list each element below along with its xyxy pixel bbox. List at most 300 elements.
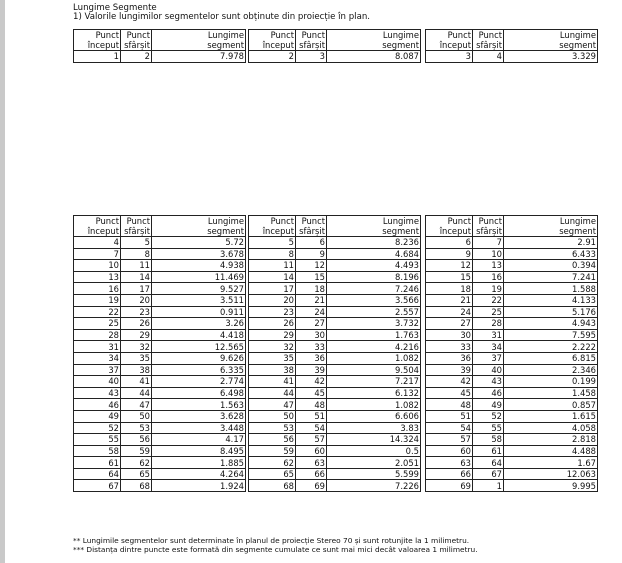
table-row <box>426 410 598 422</box>
header-end-line2: sfârșit <box>476 40 502 50</box>
header-length-line1: Lungime <box>559 216 596 226</box>
header-end-line1: Punct <box>478 216 502 226</box>
table-row <box>426 283 598 295</box>
start-point-cell: 50 <box>249 410 296 422</box>
header-start <box>249 216 296 237</box>
header-length-line1: Lungime <box>382 30 419 40</box>
header-start <box>74 30 121 51</box>
segment-length-cell: 8.495 <box>152 445 246 457</box>
start-point-cell: 20 <box>249 294 296 306</box>
start-point-cell: 24 <box>426 306 473 318</box>
segment-length-cell: 1.885 <box>152 457 246 469</box>
table-header-row <box>249 30 421 51</box>
page-title: Lungime Segmente <box>73 3 157 13</box>
end-point-cell: 52 <box>473 410 504 422</box>
segment-length-cell: 5.72 <box>152 237 246 249</box>
segment-length-cell: 3.566 <box>327 294 421 306</box>
start-point-cell: 33 <box>426 341 473 353</box>
end-point-cell: 47 <box>121 399 152 411</box>
start-point-cell: 48 <box>426 399 473 411</box>
end-point-cell: 56 <box>121 434 152 446</box>
start-point-cell: 41 <box>249 376 296 388</box>
start-point-cell: 3 <box>426 51 473 63</box>
start-point-cell: 11 <box>249 260 296 272</box>
segment-length-cell: 12.063 <box>504 468 598 480</box>
segment-length-cell: 4.684 <box>327 248 421 260</box>
end-point-cell: 15 <box>296 271 327 283</box>
segment-length-cell: 4.17 <box>152 434 246 446</box>
segment-length-cell: 4.418 <box>152 329 246 341</box>
table-row <box>249 352 421 364</box>
table-row <box>426 260 598 272</box>
table-row <box>74 329 246 341</box>
end-point-cell: 41 <box>121 376 152 388</box>
segment-length-cell: 0.5 <box>327 445 421 457</box>
end-point-cell: 50 <box>121 410 152 422</box>
segment-length-cell: 1.458 <box>504 387 598 399</box>
table-row <box>426 387 598 399</box>
start-point-cell: 59 <box>249 445 296 457</box>
segment-length-cell: 3.732 <box>327 318 421 330</box>
start-point-cell: 68 <box>249 480 296 492</box>
segment-length-cell: 9.504 <box>327 364 421 376</box>
segment-length-cell: 4.216 <box>327 341 421 353</box>
header-start-line2: început <box>439 226 471 236</box>
header-end <box>121 216 152 237</box>
start-point-cell: 64 <box>74 468 121 480</box>
start-point-cell: 25 <box>74 318 121 330</box>
end-point-cell: 34 <box>473 341 504 353</box>
header-end-line1: Punct <box>126 216 150 226</box>
segment-length-cell: 4.133 <box>504 294 598 306</box>
segment-length-cell: 1.924 <box>152 480 246 492</box>
header-start-line1: Punct <box>270 30 294 40</box>
table-row <box>249 422 421 434</box>
end-point-cell: 40 <box>473 364 504 376</box>
header-start-line2: început <box>87 226 119 236</box>
table-row <box>426 376 598 388</box>
start-point-cell: 19 <box>74 294 121 306</box>
end-point-cell: 39 <box>296 364 327 376</box>
table-row <box>74 271 246 283</box>
end-point-cell: 27 <box>296 318 327 330</box>
start-point-cell: 5 <box>249 237 296 249</box>
table-row <box>74 399 246 411</box>
header-end-line1: Punct <box>301 30 325 40</box>
start-point-cell: 51 <box>426 410 473 422</box>
segment-length-cell: 2.557 <box>327 306 421 318</box>
start-point-cell: 37 <box>74 364 121 376</box>
header-start-line2: început <box>439 40 471 50</box>
end-point-cell: 25 <box>473 306 504 318</box>
start-point-cell: 22 <box>74 306 121 318</box>
header-length-line2: segment <box>559 40 596 50</box>
start-point-cell: 27 <box>426 318 473 330</box>
end-point-cell: 64 <box>473 457 504 469</box>
segment-length-cell: 8.087 <box>327 51 421 63</box>
table-row <box>74 410 246 422</box>
end-point-cell: 38 <box>121 364 152 376</box>
table-row <box>249 445 421 457</box>
segment-length-cell: 3.26 <box>152 318 246 330</box>
table-row <box>249 271 421 283</box>
table-row <box>74 260 246 272</box>
table-row <box>74 237 246 249</box>
header-start-line2: început <box>87 40 119 50</box>
end-point-cell: 14 <box>121 271 152 283</box>
start-point-cell: 42 <box>426 376 473 388</box>
table-header-row <box>426 216 598 237</box>
segment-length-cell: 4.493 <box>327 260 421 272</box>
main-segment-table <box>73 215 246 492</box>
end-point-cell: 28 <box>473 318 504 330</box>
start-point-cell: 17 <box>249 283 296 295</box>
segment-length-cell: 4.943 <box>504 318 598 330</box>
segment-length-cell: 2.051 <box>327 457 421 469</box>
page-subtitle: 1) Valorile lungimilor segmentelor sunt obținute din proiecție în plan. <box>73 12 371 22</box>
table-row <box>74 341 246 353</box>
start-point-cell: 61 <box>74 457 121 469</box>
end-point-cell: 49 <box>473 399 504 411</box>
start-point-cell: 31 <box>74 341 121 353</box>
segment-length-cell: 8.236 <box>327 237 421 249</box>
end-point-cell: 36 <box>296 352 327 364</box>
table-row <box>249 51 421 63</box>
end-point-cell: 11 <box>121 260 152 272</box>
table-row <box>426 237 598 249</box>
top-segment-table <box>248 29 421 63</box>
end-point-cell: 6 <box>296 237 327 249</box>
segment-length-cell: 2.774 <box>152 376 246 388</box>
segment-length-cell: 4.058 <box>504 422 598 434</box>
end-point-cell: 20 <box>121 294 152 306</box>
segment-length-cell: 1.082 <box>327 352 421 364</box>
header-end <box>473 30 504 51</box>
start-point-cell: 14 <box>249 271 296 283</box>
main-segment-table <box>248 215 421 492</box>
segment-length-cell: 0.394 <box>504 260 598 272</box>
start-point-cell: 15 <box>426 271 473 283</box>
segment-length-cell: 3.628 <box>152 410 246 422</box>
end-point-cell: 21 <box>296 294 327 306</box>
end-point-cell: 24 <box>296 306 327 318</box>
end-point-cell: 13 <box>473 260 504 272</box>
table-row <box>426 341 598 353</box>
header-length <box>152 216 246 237</box>
header-length-line2: segment <box>382 40 419 50</box>
segment-length-cell: 1.082 <box>327 399 421 411</box>
header-start <box>426 30 473 51</box>
segment-length-cell: 3.329 <box>504 51 598 63</box>
table-row <box>74 294 246 306</box>
segment-length-cell: 6.335 <box>152 364 246 376</box>
segment-length-cell: 3.678 <box>152 248 246 260</box>
segment-length-cell: 3.511 <box>152 294 246 306</box>
segment-length-cell: 1.763 <box>327 329 421 341</box>
header-end <box>473 216 504 237</box>
segment-length-cell: 9.626 <box>152 352 246 364</box>
header-length <box>152 30 246 51</box>
end-point-cell: 16 <box>473 271 504 283</box>
end-point-cell: 57 <box>296 434 327 446</box>
segment-length-cell: 12.565 <box>152 341 246 353</box>
end-point-cell: 31 <box>473 329 504 341</box>
segment-length-cell: 3.448 <box>152 422 246 434</box>
segment-length-cell: 4.264 <box>152 468 246 480</box>
table-row <box>74 434 246 446</box>
end-point-cell: 17 <box>121 283 152 295</box>
end-point-cell: 68 <box>121 480 152 492</box>
start-point-cell: 39 <box>426 364 473 376</box>
header-length-line1: Lungime <box>559 30 596 40</box>
start-point-cell: 60 <box>426 445 473 457</box>
end-point-cell: 12 <box>296 260 327 272</box>
start-point-cell: 46 <box>74 399 121 411</box>
end-point-cell: 44 <box>121 387 152 399</box>
table-row <box>249 260 421 272</box>
end-point-cell: 62 <box>121 457 152 469</box>
segment-length-cell: 6.815 <box>504 352 598 364</box>
start-point-cell: 2 <box>249 51 296 63</box>
start-point-cell: 63 <box>426 457 473 469</box>
end-point-cell: 3 <box>296 51 327 63</box>
start-point-cell: 34 <box>74 352 121 364</box>
end-point-cell: 2 <box>121 51 152 63</box>
segment-length-cell: 7.978 <box>152 51 246 63</box>
table-row <box>249 283 421 295</box>
segment-length-cell: 1.563 <box>152 399 246 411</box>
segment-length-cell: 5.599 <box>327 468 421 480</box>
end-point-cell: 1 <box>473 480 504 492</box>
start-point-cell: 58 <box>74 445 121 457</box>
segment-length-cell: 6.132 <box>327 387 421 399</box>
header-length-line2: segment <box>207 40 244 50</box>
end-point-cell: 30 <box>296 329 327 341</box>
segment-length-cell: 7.217 <box>327 376 421 388</box>
segment-length-cell: 7.241 <box>504 271 598 283</box>
table-row <box>426 457 598 469</box>
table-row <box>249 237 421 249</box>
header-end-line2: sfârșit <box>124 40 150 50</box>
end-point-cell: 66 <box>296 468 327 480</box>
segment-length-cell: 0.857 <box>504 399 598 411</box>
table-header-row <box>74 30 246 51</box>
header-start-line1: Punct <box>447 216 471 226</box>
table-header-row <box>249 216 421 237</box>
end-point-cell: 19 <box>473 283 504 295</box>
table-row <box>426 294 598 306</box>
end-point-cell: 4 <box>473 51 504 63</box>
start-point-cell: 62 <box>249 457 296 469</box>
start-point-cell: 8 <box>249 248 296 260</box>
start-point-cell: 4 <box>74 237 121 249</box>
header-end-line1: Punct <box>478 30 502 40</box>
header-length-line2: segment <box>207 226 244 236</box>
start-point-cell: 53 <box>249 422 296 434</box>
header-end-line2: sfârșit <box>124 226 150 236</box>
header-length <box>504 216 598 237</box>
end-point-cell: 69 <box>296 480 327 492</box>
header-start <box>74 216 121 237</box>
table-row <box>249 468 421 480</box>
start-point-cell: 10 <box>74 260 121 272</box>
table-row <box>74 480 246 492</box>
end-point-cell: 29 <box>121 329 152 341</box>
table-row <box>249 248 421 260</box>
end-point-cell: 61 <box>473 445 504 457</box>
start-point-cell: 18 <box>426 283 473 295</box>
segment-length-cell: 4.938 <box>152 260 246 272</box>
start-point-cell: 9 <box>426 248 473 260</box>
table-row <box>74 306 246 318</box>
top-segment-table <box>73 29 246 63</box>
end-point-cell: 10 <box>473 248 504 260</box>
start-point-cell: 40 <box>74 376 121 388</box>
table-row <box>426 399 598 411</box>
segment-length-cell: 2.818 <box>504 434 598 446</box>
segment-length-cell: 6.498 <box>152 387 246 399</box>
table-row <box>426 422 598 434</box>
segment-length-cell: 2.222 <box>504 341 598 353</box>
end-point-cell: 33 <box>296 341 327 353</box>
start-point-cell: 66 <box>426 468 473 480</box>
table-row <box>249 364 421 376</box>
start-point-cell: 38 <box>249 364 296 376</box>
table-row <box>74 445 246 457</box>
table-row <box>74 248 246 260</box>
end-point-cell: 45 <box>296 387 327 399</box>
table-row <box>249 399 421 411</box>
header-end <box>121 30 152 51</box>
header-start-line1: Punct <box>270 216 294 226</box>
end-point-cell: 60 <box>296 445 327 457</box>
segment-length-cell: 9.527 <box>152 283 246 295</box>
segment-length-cell: 2.91 <box>504 237 598 249</box>
table-row <box>249 376 421 388</box>
header-start <box>249 30 296 51</box>
start-point-cell: 56 <box>249 434 296 446</box>
segment-length-cell: 5.176 <box>504 306 598 318</box>
segment-length-cell: 1.615 <box>504 410 598 422</box>
start-point-cell: 26 <box>249 318 296 330</box>
segment-length-cell: 14.324 <box>327 434 421 446</box>
header-start-line1: Punct <box>95 216 119 226</box>
header-length <box>327 30 421 51</box>
segment-length-cell: 7.246 <box>327 283 421 295</box>
table-row <box>426 480 598 492</box>
header-length-line1: Lungime <box>207 216 244 226</box>
header-start-line2: început <box>262 40 294 50</box>
end-point-cell: 63 <box>296 457 327 469</box>
segment-length-cell: 4.488 <box>504 445 598 457</box>
start-point-cell: 65 <box>249 468 296 480</box>
header-start-line1: Punct <box>447 30 471 40</box>
end-point-cell: 51 <box>296 410 327 422</box>
start-point-cell: 6 <box>426 237 473 249</box>
header-start-line1: Punct <box>95 30 119 40</box>
table-row <box>74 318 246 330</box>
table-row <box>249 318 421 330</box>
table-row <box>74 376 246 388</box>
end-point-cell: 59 <box>121 445 152 457</box>
table-row <box>74 283 246 295</box>
header-end-line1: Punct <box>301 216 325 226</box>
header-length-line1: Lungime <box>382 216 419 226</box>
table-row <box>249 294 421 306</box>
header-end-line2: sfârșit <box>476 226 502 236</box>
start-point-cell: 67 <box>74 480 121 492</box>
footnotes <box>73 537 478 554</box>
table-row <box>426 468 598 480</box>
header-start <box>426 216 473 237</box>
start-point-cell: 52 <box>74 422 121 434</box>
header-end <box>296 30 327 51</box>
segment-length-cell: 0.199 <box>504 376 598 388</box>
end-point-cell: 22 <box>473 294 504 306</box>
segment-length-cell: 7.595 <box>504 329 598 341</box>
table-row <box>426 306 598 318</box>
table-row <box>74 422 246 434</box>
table-row <box>426 329 598 341</box>
table-row <box>426 271 598 283</box>
table-row <box>426 434 598 446</box>
start-point-cell: 29 <box>249 329 296 341</box>
segment-length-cell: 8.196 <box>327 271 421 283</box>
start-point-cell: 28 <box>74 329 121 341</box>
table-row <box>249 306 421 318</box>
header-length-line1: Lungime <box>207 30 244 40</box>
start-point-cell: 44 <box>249 387 296 399</box>
start-point-cell: 13 <box>74 271 121 283</box>
table-row <box>426 445 598 457</box>
end-point-cell: 58 <box>473 434 504 446</box>
start-point-cell: 49 <box>74 410 121 422</box>
main-segment-table <box>425 215 598 492</box>
header-length-line2: segment <box>559 226 596 236</box>
segment-length-cell: 6.606 <box>327 410 421 422</box>
end-point-cell: 65 <box>121 468 152 480</box>
end-point-cell: 23 <box>121 306 152 318</box>
start-point-cell: 54 <box>426 422 473 434</box>
table-header-row <box>74 216 246 237</box>
footnote-cumulative: *** Distanța dintre puncte este formată din segmente cumulate ce sunt mai mici decât valoarea 1 milimetru. <box>73 544 478 554</box>
end-point-cell: 26 <box>121 318 152 330</box>
start-point-cell: 36 <box>426 352 473 364</box>
end-point-cell: 9 <box>296 248 327 260</box>
table-row <box>249 434 421 446</box>
end-point-cell: 35 <box>121 352 152 364</box>
table-header-row <box>426 30 598 51</box>
start-point-cell: 43 <box>74 387 121 399</box>
start-point-cell: 35 <box>249 352 296 364</box>
table-row <box>249 329 421 341</box>
end-point-cell: 48 <box>296 399 327 411</box>
start-point-cell: 16 <box>74 283 121 295</box>
start-point-cell: 30 <box>426 329 473 341</box>
table-row <box>74 352 246 364</box>
start-point-cell: 55 <box>74 434 121 446</box>
header-end-line2: sfârșit <box>299 40 325 50</box>
header-length <box>504 30 598 51</box>
end-point-cell: 55 <box>473 422 504 434</box>
table-row <box>426 318 598 330</box>
start-point-cell: 12 <box>426 260 473 272</box>
segment-length-cell: 11.469 <box>152 271 246 283</box>
segment-length-cell: 2.346 <box>504 364 598 376</box>
table-row <box>249 387 421 399</box>
table-row <box>74 51 246 63</box>
end-point-cell: 32 <box>121 341 152 353</box>
